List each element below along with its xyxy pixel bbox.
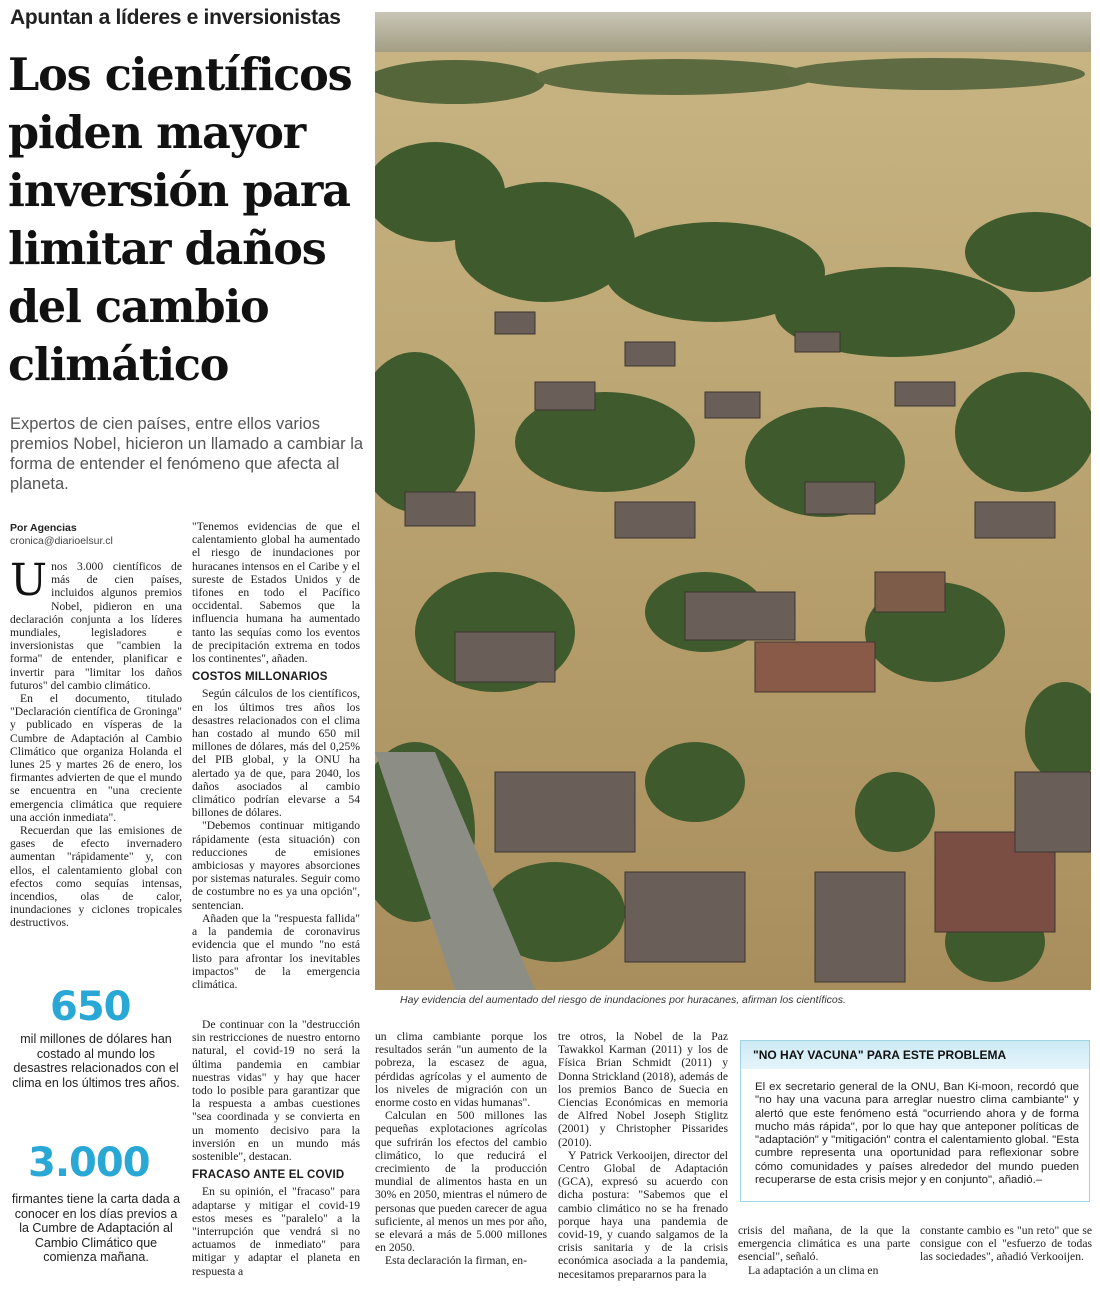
paragraph-10: un clima cambiante porque los resultados serán "un aumento de la pobreza, la escasez de agua, pérdidas agrícolas y el aumento de los niveles de migración con un enorme costo en vidas humanas".	[375, 1030, 547, 1110]
paragraph-14: Y Patrick Verkooijen, director del Centro Global de Adaptación (GCA), expresó su acuerdo con dicha postura: "Sabemos que el cambio climático no se ha frenado porque haya una pandemia de covid-19, y cuando salgamos de la crisis sanitaria y de la crisis económica asociada a la pandemia, necesitamos prepararnos para la	[558, 1148, 728, 1281]
article-column-6	[920, 1224, 1092, 1264]
byline-email: cronica@diarioelsur.cl	[10, 535, 113, 547]
paragraph-11: Calculan en 500 millones las pequeñas explotaciones agrícolas que sufrirán los efectos del cambio climático, lo que reducirá el crecimiento de la producción mundial de alimentos hasta en un 30% en 2050, mientras el número de personas que pueden carecer de agua suficiente, al menos un mes por año, se elevará a más de 5.000 millones en 2050.	[375, 1109, 547, 1255]
stat-number-650: 650	[50, 984, 131, 1030]
kicker: Apuntan a líderes e inversionistas	[10, 6, 341, 29]
subhead-costos: COSTOS MILLONARIOS	[192, 671, 328, 684]
paragraph-8: De continuar con la "destrucción sin restricciones de nuestro entorno natural, el covid-19 no será la última pandemia en cambiar nuestras vidas" y hay que hacer todo lo posible para garantizar que la respuesta a ambas cuestiones "sea coordinada y se convierta en un momento decisivo para la inversión en un mundo más sostenible", destacan.	[192, 1018, 360, 1164]
article-column-5	[738, 1224, 910, 1277]
sidebar-box	[740, 1040, 1090, 1202]
article-column-1	[10, 555, 183, 930]
subhead-fracaso: FRACASO ANTE EL COVID	[192, 1169, 345, 1182]
stat-text-3000: firmantes tiene la carta dada a conocer en los días previos a la Cumbre de Adaptación al Cambio Climático que comienza mañana.	[11, 1192, 181, 1264]
article-column-3	[375, 1030, 547, 1268]
byline-agency: Por Agencias	[10, 522, 77, 534]
sidebar-text: El ex secretario general de la ONU, Ban Ki-moon, recordó que "no hay una vacuna para arreglar nuestro clima cambiante" y alertó que este fenómeno está "ocurriendo ahora y de forma mucho más rápida", por lo que hay que anteponer políticas de "adaptación" y "mitigación" contra el calentamiento global. "Esta cumbre representa una oportunidad para reflexionar sobre cómo comunidades y países alrededor del mundo pueden recuperarse de esta crisis mejor y en conjunto", añadió.–	[755, 1081, 1079, 1187]
paragraph-17: constante cambio es "un reto" que se consigue con el "esfuerzo de todas las sociedades", añadió Verkooijen.	[920, 1224, 1092, 1264]
photo-caption: Hay evidencia del aumentado del riesgo de inundaciones por huracanes, afirman los científicos.	[400, 994, 846, 1006]
sidebar-title: "NO HAY VACUNA" PARA ESTE PROBLEMA	[741, 1041, 1089, 1069]
paragraph-12: Esta declaración la firman, en-	[385, 1254, 527, 1268]
paragraph-1-text: nos 3.000 científicos de más de cien países, incluidos algunos premios Nobel, pidieron en una declaración conjunta a los líderes mundiales, legisladores e inversionistas que "cambien la forma" de entender, planificar e invertir para "limitar los daños futuros" del cambio climático.	[10, 560, 182, 692]
paragraph-9: En su opinión, el "fracaso" para adaptarse y mitigar el covid-19 estos meses es "paralelo" a la "interrupción que vendrá si no actuamos de inmediato" para mitigar y adaptar el planeta en respuesta a	[192, 1185, 360, 1278]
paragraph-5: Según cálculos de los científicos, en los últimos tres años los desastres relacionados con el clima han costado al mundo 650 mil millones de dólares, más del 0,25% del PIB global, y la ONU ha alertado ya de que, para 2040, los daños asociados al cambio climático podrían elevarse a 54 billones de dólares.	[192, 687, 360, 820]
article-column-4	[558, 1030, 728, 1281]
paragraph-4: "Tenemos evidencias de que el calentamiento global ha aumentado el riesgo de inundaciones por huracanes intensos en el Caribe y el sureste de Estados Unidos y de tifones en todo el Pacífico occidental. Sabemos que la influencia humana ha aumentado tanto las sequías como los eventos de precipitación extrema en todos los continentes", añaden.	[192, 520, 360, 666]
drop-cap: U	[10, 555, 48, 606]
paragraph-15: crisis del mañana, de la que la emergencia climática es una parte esencial", señaló.	[738, 1224, 910, 1264]
headline: Los científicos piden mayor inversión para limitar daños del cambio climático	[8, 49, 352, 391]
stat-number-3000: 3.000	[28, 1140, 150, 1186]
paragraph-13: tre otros, la Nobel de la Paz Tawakkol Karman (2011) y los de Física Brian Schmidt (2011) y Donna Strickland (2018), además de los premios Banco de Suecia en Ciencias Económicas en memoria de Alfred Nobel Joseph Stiglitz (2001) y Christopher Pissarides (2010).	[558, 1030, 728, 1149]
paragraph-2: En el documento, titulado "Declaración científica de Groninga" y publicado en vísperas de la Cumbre de Adaptación al Cambio Climático que organiza Holanda el lunes 25 y martes 26 de enero, los firmantes advierten de que el mundo se encuentra en "una creciente emergencia climática que requiere una acción inmediata".	[10, 692, 183, 824]
subtitle: Expertos de cien países, entre ellos varios premios Nobel, hicieron un llamado a cambiar la forma de entender el fenómeno que afecta al planeta.	[10, 415, 364, 493]
paragraph-1	[10, 555, 182, 692]
paragraph-3: Recuerdan que las emisiones de gases de efecto invernadero aumentan "rápidamente" y, con ellos, el calentamiento global con efectos como sequías intensas, incendios, olas de calor, inundaciones y ciclones tropicales destructivos.	[10, 824, 182, 930]
byline	[10, 522, 113, 548]
article-column-2	[192, 520, 360, 991]
paragraph-16: La adaptación a un clima en	[748, 1263, 879, 1277]
flood-photo	[375, 12, 1091, 990]
article-column-2-lower	[192, 1018, 360, 1278]
stat-text-650: mil millones de dólares han costado al mundo los desastres relacionados con el clima en los últimos tres años.	[12, 1032, 180, 1090]
paragraph-7: Añaden que la "respuesta fallida" a la pandemia de coronavirus evidencia que el mundo "no está listo para afrontar los inevitables impactos" de la emergencia climática.	[192, 911, 360, 991]
paragraph-6: "Debemos continuar mitigando rápidamente (esta situación) con reducciones de emisiones ambiciosas y mayores absorciones por sistemas naturales. Seguir como de costumbre no es ya una opción", sentencian.	[192, 819, 360, 912]
